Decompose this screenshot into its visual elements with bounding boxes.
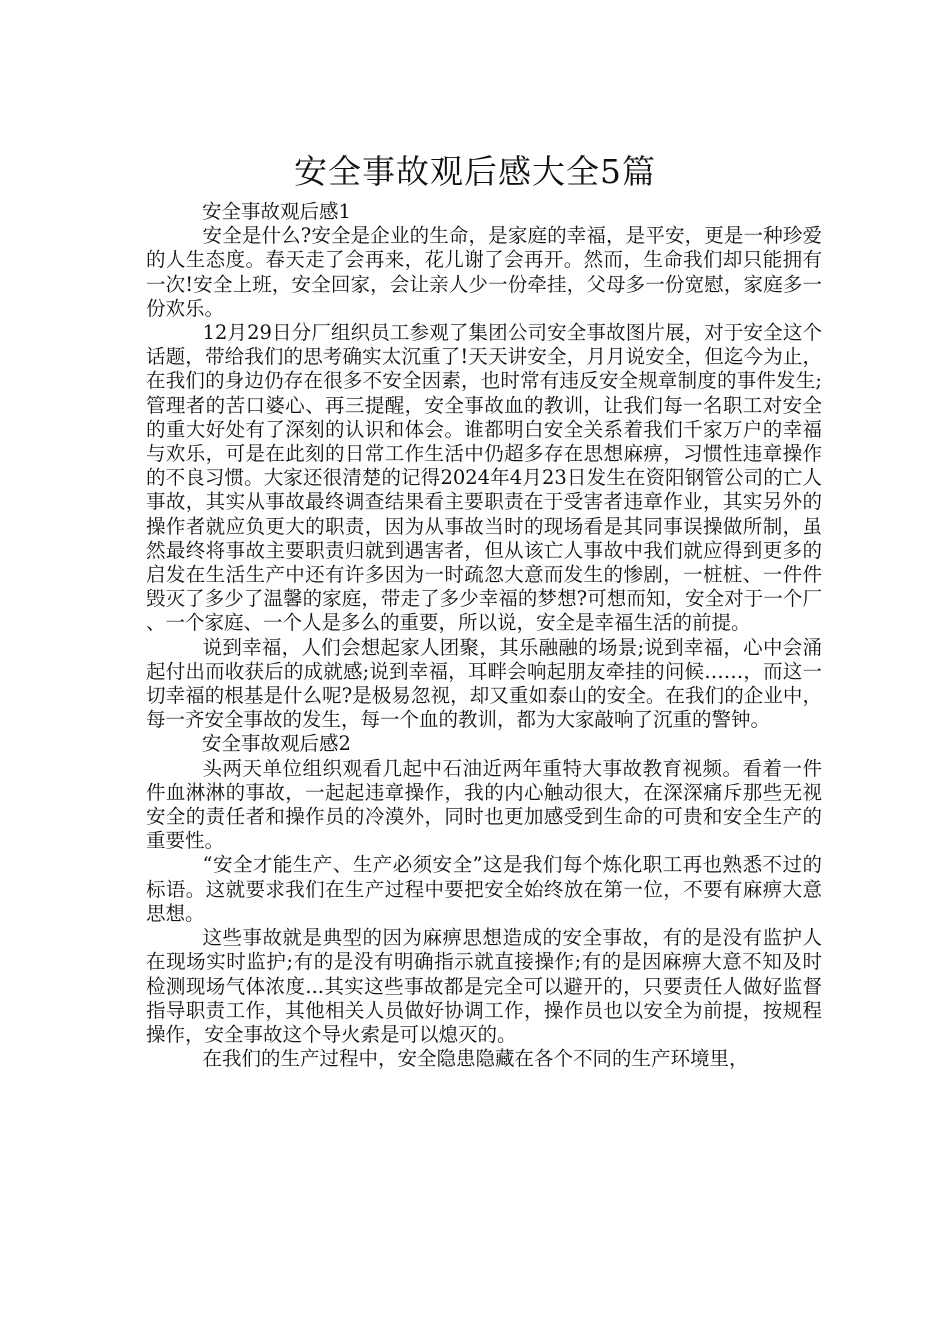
paragraph: 在我们的生产过程中，安全隐患隐藏在各个不同的生产环境里，: [202, 1047, 749, 1071]
paragraph: 说到幸福，人们会想起家人团聚，其乐融融的场景;说到幸福，心中会涌起付出而收获后的成就感;说到幸福，耳畔会响起朋友牵挂的问候……，而这一切幸福的根基是什么呢?是极易忽视，却又重如泰山的安全。在我们的企业中，每一齐安全事故的发生，每一个血的教训，都为大家敲响了沉重的警钟。: [146, 635, 822, 732]
paragraph: 头两天单位组织观看几起中石油近两年重特大事故教育视频。看着一件件血淋淋的事故，一起起违章操作，我的内心触动很大，在深深痛斥那些无视安全的责任者和操作员的冷漠外，同时也更加感受到生命的可贵和安全生产的重要性。: [146, 756, 822, 853]
paragraph: 这些事故就是典型的因为麻痹思想造成的安全事故，有的是没有监护人在现场实时监护;有的是没有明确指示就直接操作;有的是因麻痹大意不知及时检测现场气体浓度...其实这些事故都是完全可以避开的，只要责任人做好监督指导职责工作，其他相关人员做好协调工作，操作员也以安全为前提，按规程操作，安全事故这个导火索是可以熄灭的。: [146, 926, 822, 1046]
section-heading-2: 安全事故观后感2: [202, 732, 351, 756]
document-title: 安全事故观后感大全5篇: [294, 152, 656, 192]
section-heading-1: 安全事故观后感1: [202, 200, 351, 223]
paragraph: “安全才能生产、生产必须安全”这是我们每个炼化职工再也熟悉不过的标语。这就要求我们在生产过程中要把安全始终放在第一位，不要有麻痹大意思想。: [146, 853, 822, 925]
paragraph: 安全是什么?安全是企业的生命，是家庭的幸福，是平安，更是一种珍爱的人生态度。春天走了会再来，花儿谢了会再开。然而，生命我们却只能拥有一次!安全上班，安全回家，会让亲人少一份牵挂，父母多一份宽慰，家庭多一份欢乐。: [146, 224, 822, 320]
document-body: [146, 200, 822, 1071]
paragraph: 12月29日分厂组织员工参观了集团公司安全事故图片展，对于安全这个话题，带给我们的思考确实太沉重了!天天讲安全，月月说安全，但迄今为止，在我们的身边仍存在很多不安全因素，也时常有违反安全规章制度的事件发生;管理者的苦口婆心、再三提醒，安全事故血的教训，让我们每一名职工对安全的重大好处有了深刻的认识和体会。谁都明白安全关系着我们千家万户的幸福与欢乐，可是在此刻的日常工作生活中仍超多存在思想麻痹，习惯性违章操作的不良习惯。大家还很清楚的记得2024年4月23日发生在资阳钢管公司的亡人事故，其实从事故最终调查结果看主要职责在于受害者违章作业，其实另外的操作者就应负更大的职责，因为从事故当时的现场看是其同事误操做所制，虽然最终将事故主要职责归就到遇害者，但从该亡人事故中我们就应得到更多的启发在生活生产中还有许多因为一时疏忽大意而发生的惨剧，一桩桩、一件件毁灭了多少了温馨的家庭，带走了多少幸福的梦想?可想而知，安全对于一个厂、一个家庭、一个人是多么的重要，所以说，安全是幸福生活的前提。: [146, 321, 822, 635]
